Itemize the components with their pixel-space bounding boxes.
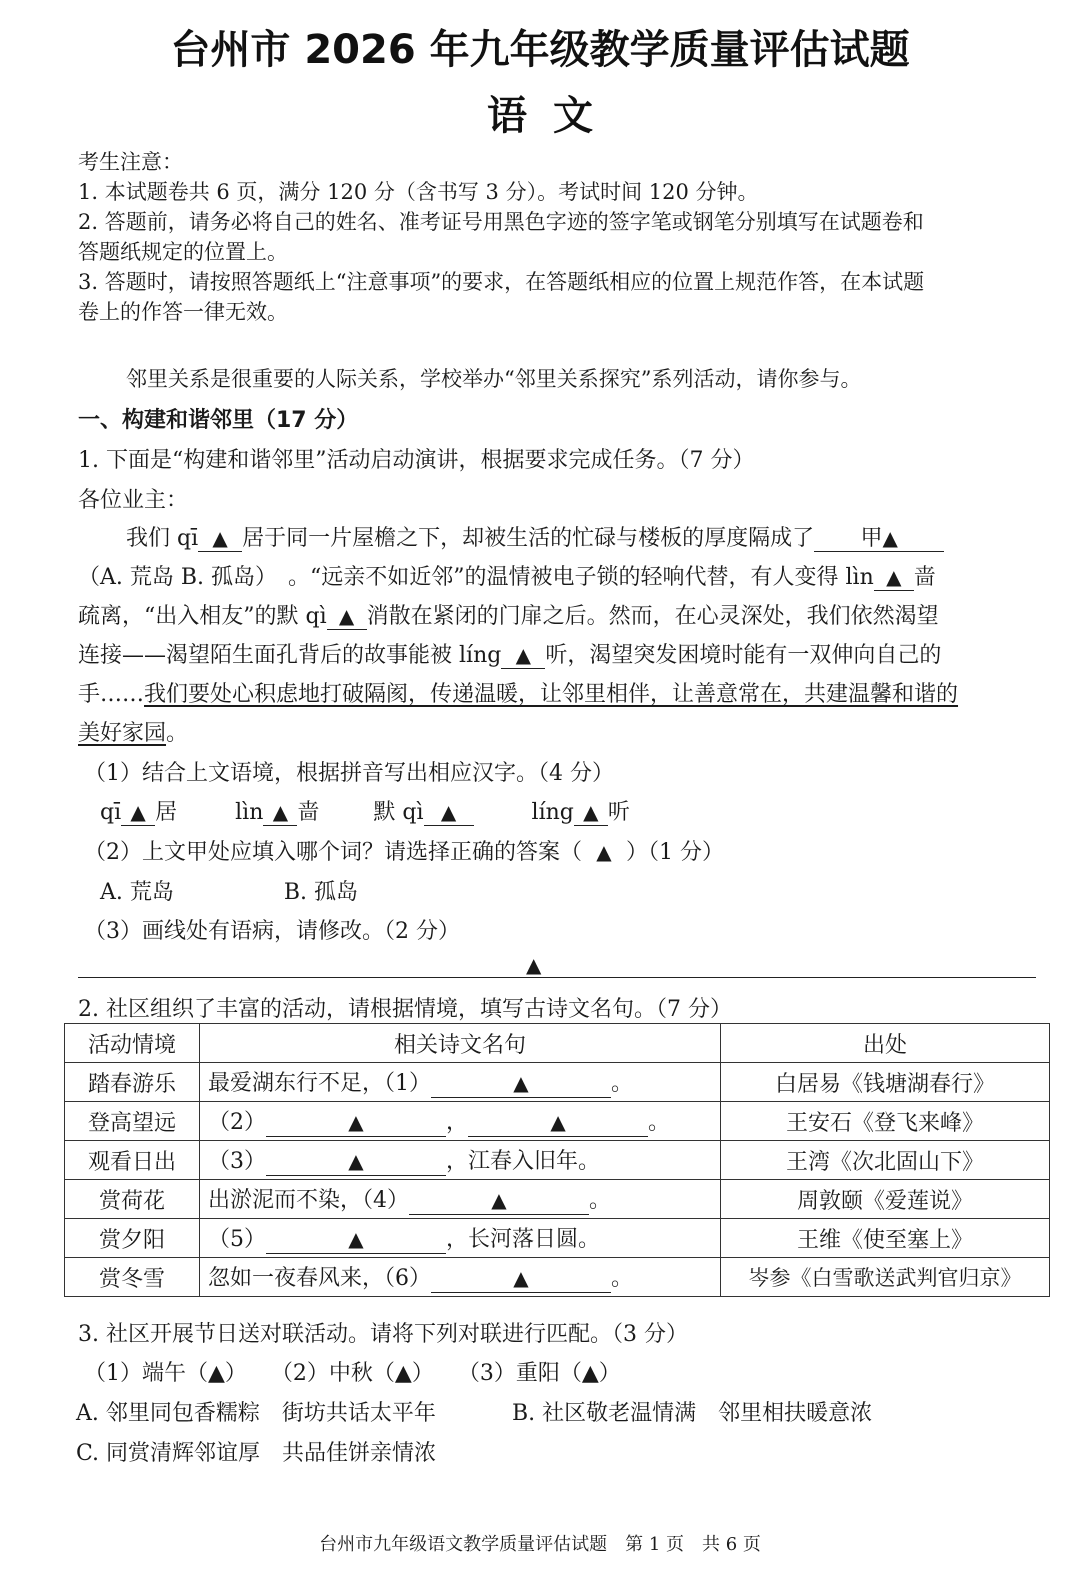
q2-stem: 2. 社区组织了丰富的活动，请根据情境，填写古诗文名句。（7 分）: [78, 997, 732, 1022]
notice-item-2-line-2: 答题纸规定的位置上。: [78, 240, 288, 264]
verse-cell: [200, 1102, 721, 1141]
exam-title: 台州市 2026 年九年级教学质量评估试题: [170, 27, 910, 73]
pinyin-row: [100, 795, 630, 826]
couplet-option-a: A. 邻里同包香糯粽 街坊共话太平年: [76, 1401, 436, 1426]
speech-line-3: [78, 599, 939, 630]
pinyin-text: lìn: [235, 800, 264, 825]
source-cell: 王安石《登飞来峰》: [721, 1102, 1050, 1141]
scene-cell: 踏春游乐: [65, 1063, 200, 1102]
pinyin-text: 默 qì: [373, 800, 424, 825]
notice-item-3-line-2: 卷上的作答一律无效。: [78, 300, 288, 324]
header-cell: 出处: [721, 1024, 1050, 1063]
speech-text: 啬: [913, 565, 936, 590]
answer-mark: ▲: [338, 604, 355, 628]
header-cell: 相关诗文名句: [200, 1024, 721, 1063]
table-row: [65, 1258, 1050, 1297]
answer-blank[interactable]: [121, 801, 155, 826]
answer-mark: ▲: [882, 526, 898, 550]
underlined-sentence: 我们要处心积虑地打破隔阂，传递温暖，让邻里相伴，让善意常在，共建温馨和谐的: [144, 682, 959, 707]
speech-line-5: [78, 677, 958, 708]
verse-text: （2）: [208, 1110, 266, 1136]
source-cell: 白居易《钱塘湖春行》: [721, 1063, 1050, 1102]
source-cell: 王维《使至塞上》: [721, 1219, 1050, 1258]
option-b: B. 孤岛: [283, 880, 359, 905]
table-row: [65, 1102, 1050, 1141]
q1-sub3: （3）画线处有语病，请修改。（2 分）: [84, 919, 460, 944]
verse-text: 最爱湖东行不足，（1）: [208, 1071, 431, 1097]
speech-text: 手……: [78, 682, 145, 707]
underlined-sentence-end: 美好家园: [78, 721, 167, 746]
section-1-heading: 一、构建和谐邻里（17 分）: [78, 408, 359, 433]
verse-text: 。: [589, 1188, 612, 1214]
answer-blank[interactable]: [874, 566, 914, 591]
answer-mark: ▲: [491, 1188, 507, 1213]
q1-sub2: [84, 835, 724, 866]
answer-blank[interactable]: [431, 1267, 611, 1292]
answer-mark: ▲: [886, 565, 902, 589]
scene-cell: 赏冬雪: [65, 1258, 200, 1297]
scene-cell: 赏夕阳: [65, 1219, 200, 1258]
answer-blank[interactable]: [266, 1150, 446, 1175]
scene-cell: 赏荷花: [65, 1180, 200, 1219]
answer-blank[interactable]: [468, 1111, 648, 1136]
answer-mark: ▲: [583, 800, 599, 824]
verse-text: 出淤泥而不染，（4）: [208, 1188, 409, 1214]
page-footer: 台州市九年级语文教学质量评估试题 第 1 页 共 6 页: [319, 1534, 761, 1555]
answer-blank[interactable]: [424, 801, 474, 826]
answer-mark: ▲: [550, 1110, 566, 1135]
speech-text: 消散在紧闭的门扉之后。然而，在心灵深处，我们依然渴望: [366, 604, 939, 629]
verse-cell: [200, 1063, 721, 1102]
answer-mark: ▲: [513, 1071, 529, 1096]
pinyin-text: qī: [100, 800, 122, 825]
q3-stem: 3. 社区开展节日送对联活动。请将下列对联进行匹配。（3 分）: [78, 1322, 688, 1347]
notice-item-3-line-1: 3. 答题时，请按照答题纸上“注意事项”的要求，在答题纸相应的位置上规范作答，在本试题: [78, 270, 925, 294]
q1-stem: 1. 下面是“构建和谐邻里”活动启动演讲，根据要求完成任务。（7 分）: [78, 448, 755, 473]
table-row: [65, 1219, 1050, 1258]
answer-blank[interactable]: [263, 801, 297, 826]
pinyin-item: [532, 800, 630, 825]
answer-mark: ▲: [348, 1149, 364, 1174]
verse-text: （3）: [208, 1149, 266, 1175]
festival-duanwu[interactable]: （1）端午（▲）: [84, 1361, 247, 1386]
answer-mark: ▲: [440, 800, 457, 824]
verse-cell: [200, 1258, 721, 1297]
notice-item-1: 1. 本试题卷共 6 页，满分 120 分（含书写 3 分）。考试时间 120 分钟。: [78, 180, 759, 204]
q1-options: [100, 875, 358, 906]
answer-blank[interactable]: [327, 605, 367, 630]
answer-line-mark: ▲: [526, 953, 542, 977]
answer-blank[interactable]: [409, 1189, 589, 1214]
answer-blank[interactable]: [501, 644, 545, 669]
speech-text: 连接——渴望陌生面孔背后的故事能被 líng: [78, 643, 502, 668]
pinyin-item: [235, 800, 319, 825]
answer-mark: ▲: [513, 1266, 529, 1291]
pinyin-text: 啬: [297, 800, 320, 825]
speech-line-4: [78, 638, 941, 669]
speech-text: 疏离，“出入相友”的默 qì: [78, 604, 327, 629]
answer-mark: ▲: [272, 800, 289, 824]
table-header-row: [65, 1024, 1050, 1063]
notice-heading: 考生注意：: [78, 150, 183, 174]
q1-sub1: （1）结合上文语境，根据拼音写出相应汉字。（4 分）: [84, 761, 614, 786]
verse-text: ，江春入旧年。: [446, 1149, 601, 1175]
table-row: [65, 1063, 1050, 1102]
speech-text: （A. 荒岛 B. 孤岛） 。“远亲不如近邻”的温情被电子锁的轻响代替，有人变得 lìn: [78, 565, 874, 590]
speech-line-2: [78, 560, 936, 591]
table-row: [65, 1141, 1050, 1180]
answer-blank[interactable]: [574, 801, 608, 826]
answer-blank[interactable]: [431, 1072, 611, 1097]
pinyin-item: [373, 800, 473, 825]
answer-blank[interactable]: [266, 1111, 446, 1136]
jia-label: 甲: [860, 526, 883, 551]
scene-cell: 观看日出: [65, 1141, 200, 1180]
jia-blank[interactable]: [814, 527, 944, 552]
verse-text: （5）: [208, 1227, 266, 1253]
speech-text: 我们 qī: [126, 526, 199, 551]
pinyin-text: 居: [155, 800, 178, 825]
notice-item-2-line-1: 2. 答题前，请务必将自己的姓名、准考证号用黑色字迹的签字笔或钢笔分别填写在试题卷和: [78, 210, 924, 234]
verse-cell: [200, 1141, 721, 1180]
speech-line-6: [78, 716, 188, 747]
answer-mark: ▲: [596, 840, 612, 864]
intro-text: 邻里关系是很重要的人际关系，学校举办“邻里关系探究”系列活动，请你参与。: [126, 367, 862, 391]
header-cell: 活动情境: [65, 1024, 200, 1063]
source-cell: 王湾《次北固山下》: [721, 1141, 1050, 1180]
subject-title: 语文: [487, 93, 619, 139]
speech-text: 听，渴望突发困境时能有一双伸向自己的: [545, 643, 942, 668]
verse-text: 。: [611, 1071, 634, 1097]
speech-line-1: [126, 521, 944, 552]
festival-chongyang[interactable]: （3）重阳（▲）: [457, 1361, 621, 1386]
answer-blank[interactable]: [198, 527, 242, 552]
poetry-table: [64, 1023, 1050, 1297]
table-row: [65, 1180, 1050, 1219]
verse-text: 忽如一夜春风来，（6）: [208, 1266, 431, 1292]
source-cell: 岑参《白雪歌送武判官归京》: [721, 1258, 1050, 1297]
verse-cell: [200, 1219, 721, 1258]
answer-mark: ▲: [212, 526, 228, 550]
pinyin-text: líng: [531, 800, 574, 825]
sub2-text: （2）上文甲处应填入哪个词？请选择正确的答案（: [84, 840, 582, 865]
q3-festivals: [84, 1356, 621, 1387]
choice-slot[interactable]: [582, 840, 626, 865]
verse-text: 。: [648, 1110, 671, 1136]
festival-zhongqiu[interactable]: （2）中秋（▲）: [270, 1361, 434, 1386]
q1-greeting: 各位业主：: [78, 488, 189, 513]
couplet-option-c: C. 同赏清辉邻谊厚 共品佳饼亲情浓: [76, 1441, 437, 1466]
answer-line[interactable]: [78, 977, 1036, 978]
speech-text: 。: [166, 721, 189, 746]
couplet-option-b: B. 社区敬老温情满 邻里相扶暖意浓: [512, 1401, 873, 1426]
pinyin-item: [100, 800, 177, 825]
verse-cell: [200, 1180, 721, 1219]
verse-text: ，长河落日圆。: [446, 1227, 601, 1253]
verse-text: 。: [611, 1266, 634, 1292]
sub2-text: ）（1 分）: [626, 840, 724, 865]
answer-mark: ▲: [130, 800, 146, 824]
answer-mark: ▲: [515, 643, 532, 667]
answer-mark: ▲: [348, 1227, 364, 1252]
answer-mark: ▲: [348, 1110, 364, 1135]
verse-text: ，: [446, 1110, 469, 1136]
pinyin-text: 听: [607, 800, 630, 825]
scene-cell: 登高望远: [65, 1102, 200, 1141]
speech-text: 居于同一片屋檐之下，却被生活的忙碌与楼板的厚度隔成了: [242, 526, 815, 551]
source-cell: 周敦颐《爱莲说》: [721, 1180, 1050, 1219]
answer-blank[interactable]: [266, 1228, 446, 1253]
option-a: A. 荒岛: [100, 880, 174, 905]
